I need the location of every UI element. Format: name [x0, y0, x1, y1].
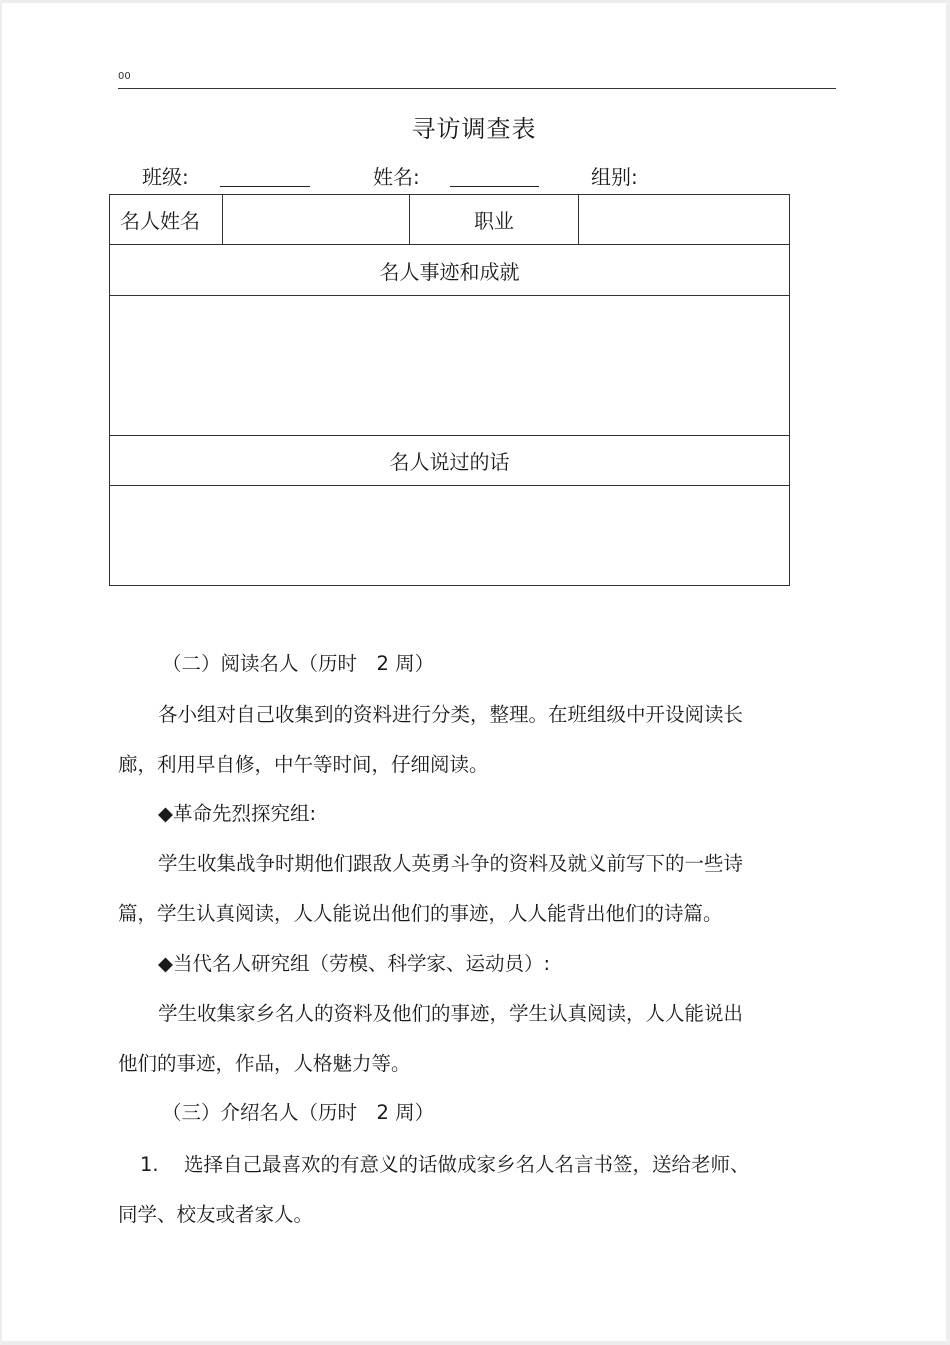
name-blank	[450, 186, 539, 187]
occupation-field[interactable]	[579, 195, 790, 245]
name-label: 姓名:	[373, 165, 420, 189]
document-page	[2, 3, 946, 1341]
section-3-heading: （三）介绍名人（历时 2 周）	[162, 1101, 435, 1124]
section-2-heading: （二）阅读名人（历时 2 周）	[162, 652, 435, 675]
quotes-label: 名人说过的话	[110, 436, 790, 486]
paragraph-1-line-2: 廊，利用早自修，中午等时间，仔细阅读。	[118, 753, 489, 776]
deeds-label: 名人事迹和成就	[110, 245, 790, 296]
group-label: 组别:	[591, 165, 638, 189]
paragraph-1-line-1: 各小组对自己收集到的资料进行分类，整理。在班组级中开设阅读长	[158, 703, 744, 726]
celebrity-name-field[interactable]	[223, 195, 410, 245]
item-1-line-1: 选择自己最喜欢的有意义的话做成家乡名人名言书签，送给老师、	[184, 1153, 750, 1176]
paragraph-2-line-1: 学生收集战争时期他们跟敌人英勇斗争的资料及就义前写下的一些诗	[158, 852, 744, 875]
item-1-number: 1.	[140, 1153, 159, 1176]
header-rule	[118, 88, 836, 89]
group-1-heading: ◆革命先烈探究组:	[158, 802, 317, 825]
deeds-field[interactable]	[110, 296, 790, 436]
table-row	[110, 296, 790, 436]
occupation-label: 职业	[410, 195, 579, 245]
paragraph-2-line-2: 篇，学生认真阅读，人人能说出他们的事迹，人人能背出他们的诗篇。	[118, 902, 723, 925]
table-row	[110, 436, 790, 486]
paragraph-3-line-2: 他们的事迹，作品，人格魅力等。	[118, 1052, 411, 1075]
quotes-field[interactable]	[110, 486, 790, 586]
survey-table	[109, 194, 790, 586]
table-row	[110, 195, 790, 245]
item-1-line-2: 同学、校友或者家人。	[118, 1203, 314, 1226]
class-label: 班级:	[142, 165, 189, 189]
table-row	[110, 486, 790, 586]
paragraph-3-line-1: 学生收集家乡名人的资料及他们的事迹，学生认真阅读，人人能说出	[158, 1002, 744, 1025]
page-title: 寻访调查表	[411, 115, 537, 143]
celebrity-name-label: 名人姓名	[110, 195, 223, 245]
table-row	[110, 245, 790, 296]
group-2-heading: ◆当代名人研究组（劳模、科学家、运动员）:	[158, 952, 551, 975]
header-code: 00	[118, 71, 131, 82]
class-blank	[220, 186, 310, 187]
